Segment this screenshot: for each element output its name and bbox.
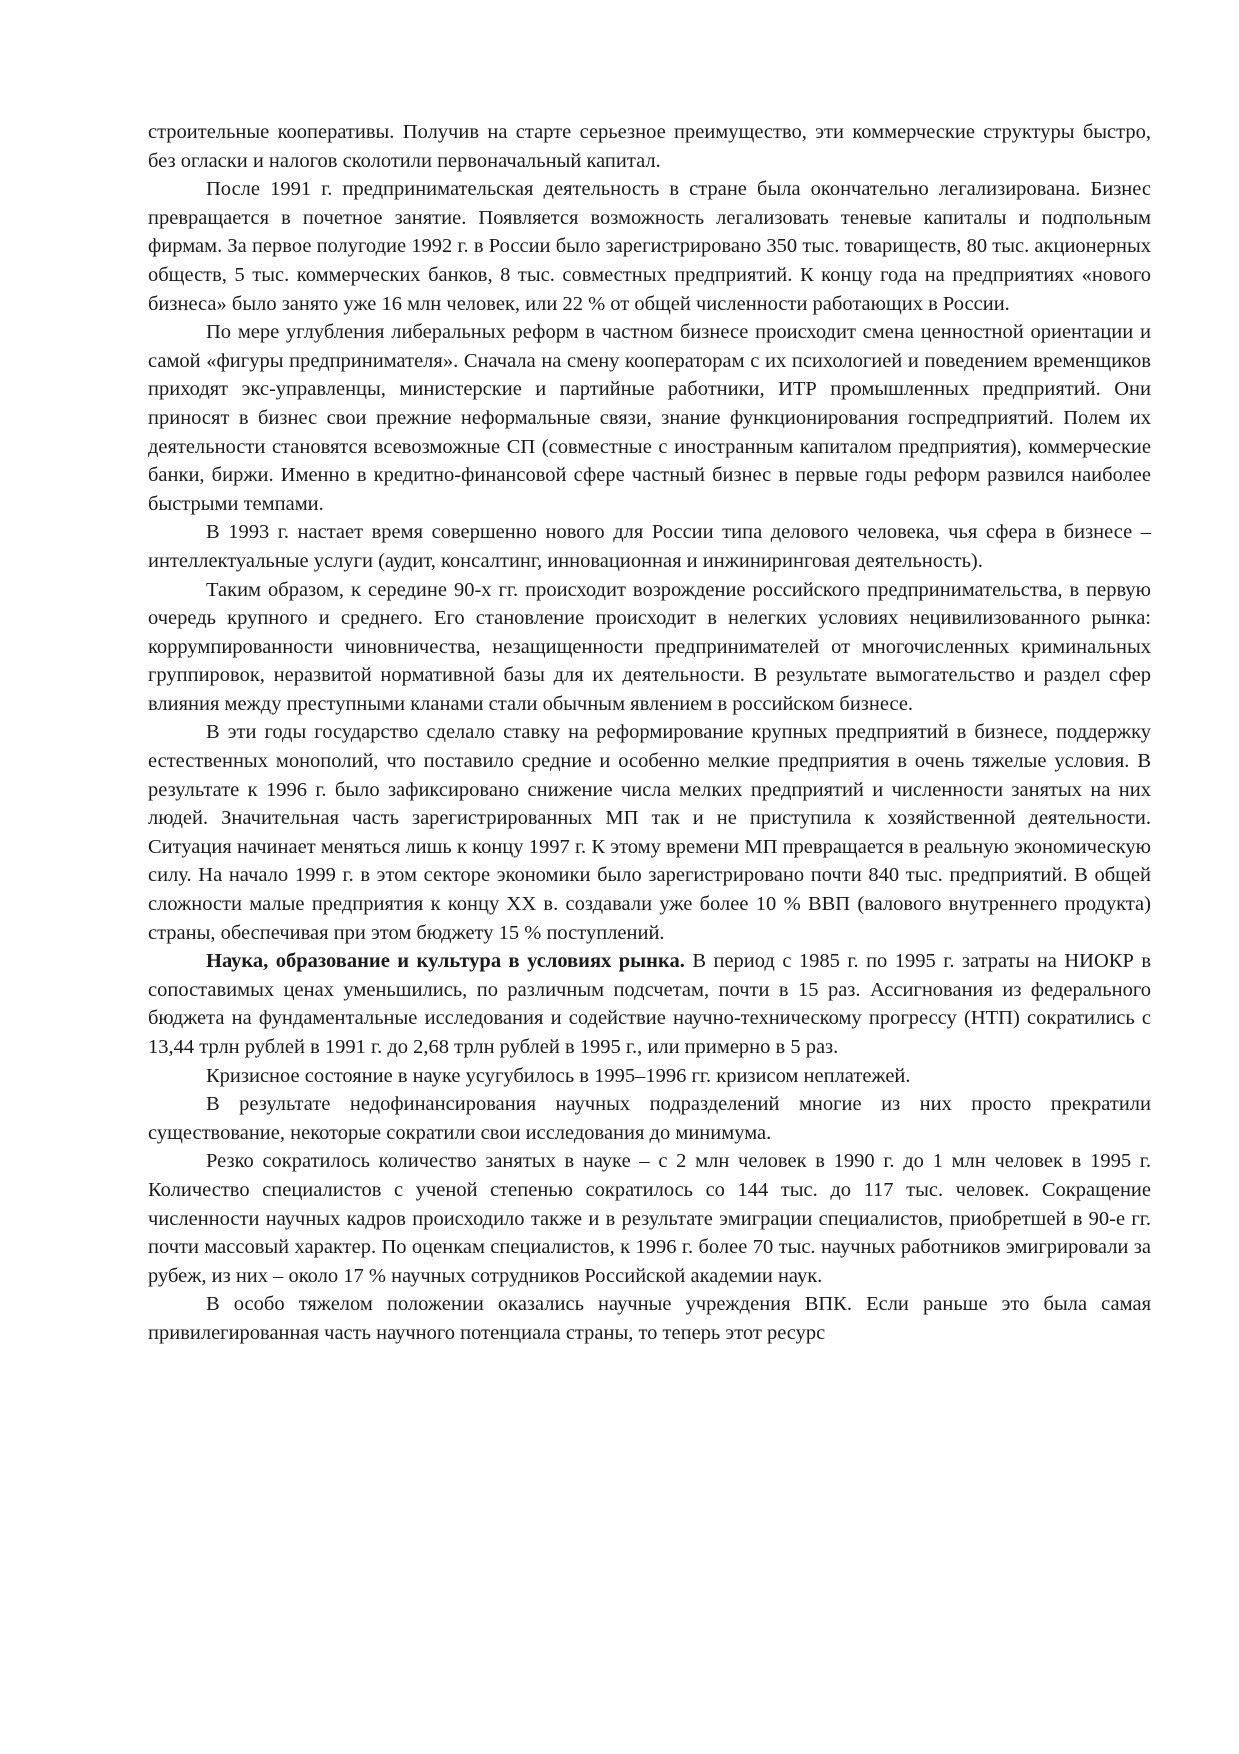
paragraph-10 [148, 1147, 1151, 1290]
paragraph-text: В период с 1985 г. по 1995 г. затраты на НИОКР в сопоставимых ценах уменьшились, по различным подсчетам, почти в 15 раз. Ассигнования из федерального бюджета на фундаментальные исследования и содействие научно-техническому прогрессу (НТП) сократились с 13,44 трлн рублей в 1991 г. до 2,68 трлн рублей в 1995 г., или примерно в 5 раз. [148, 950, 1152, 1058]
paragraph-text: В результате недофинансирования научных подразделений многие из них просто прекратили существование, некоторые сократили свои исследования до минимума. [148, 1093, 1151, 1144]
section-heading: Наука, образование и культура в условиях рынка. [206, 950, 685, 973]
paragraph-text: В 1993 г. настает время совершенно нового для России типа делового человека, чья сфера в бизнесе – интеллектуальные услуги (аудит, консалтинг, инновационная и инжиниринговая деятельность). [148, 521, 1151, 572]
paragraph-6 [148, 718, 1151, 947]
paragraph-text: После 1991 г. предпринимательская деятельность в стране была окончательно легализирована. Бизнес превращается в почетное занятие. Появляется возможность легализовать теневые капиталы и подпольным фирмам. За первое полугодие 1992 г. в России было зарегистрировано 350 тыс. товариществ, 80 тыс. акционерных обществ, 5 тыс. коммерческих банков, 8 тыс. совместных предприятий. К концу года на предприятиях «нового бизнеса» было занято уже 16 млн человек, или 22 % от общей численности работающих в России. [148, 178, 1151, 315]
paragraph-5 [148, 576, 1151, 719]
paragraph-8 [148, 1062, 1151, 1091]
paragraph-text: Таким образом, к середине 90-х гг. происходит возрождение российского предпринимательства, в первую очередь крупного и среднего. Его становление происходит в нелегких условиях нецивилизованного рынка: коррумпированности чиновничества, незащищенности предпринимателей от многочисленных криминальных группировок, неразвитой нормативной базы для их деятельности. В результате вымогательство и раздел сфер влияния между преступными кланами стали обычным явлением в российском бизнесе. [148, 578, 1151, 715]
paragraph-11 [148, 1290, 1151, 1347]
paragraph-text: В особо тяжелом положении оказались научные учреждения ВПК. Если раньше это была самая привилегированная часть научного потенциала страны, то теперь этот ресурс [148, 1293, 1151, 1344]
paragraph-9 [148, 1090, 1151, 1147]
paragraph-2 [148, 175, 1151, 318]
paragraph-7 [148, 947, 1151, 1061]
paragraph-1 [148, 118, 1151, 175]
paragraph-text: В эти годы государство сделало ставку на реформирование крупных предприятий в бизнесе, поддержку естественных монополий, что поставило средние и особенно мелкие предприятия в очень тяжелые условия. В результате к 1996 г. было зафиксировано снижение числа мелких предприятий и численности занятых на них людей. Значительная часть зарегистрированных МП так и не приступила к хозяйственной деятельности. Ситуация начинает меняться лишь к концу 1997 г. К этому времени МП превращается в реальную экономическую силу. На начало 1999 г. в этом секторе экономики было зарегистрировано почти 840 тыс. предприятий. В общей сложности малые предприятия к концу XX в. создавали уже более 10 % ВВП (валового внутреннего продукта) страны, обеспечивая при этом бюджету 15 % поступлений. [148, 721, 1151, 944]
paragraph-text: Кризисное состояние в науке усугубилось в 1995–1996 гг. кризисом неплатежей. [206, 1064, 911, 1087]
paragraph-3 [148, 318, 1151, 518]
paragraph-text: строительные кооперативы. Получив на старте серьезное преимущество, эти коммерческие структуры быстро, без огласки и налогов сколотили первоначальный капитал. [148, 121, 1151, 172]
paragraph-text: Резко сократилось количество занятых в науке – с 2 млн человек в 1990 г. до 1 млн человек в 1995 г. Количество специалистов с ученой степенью сократилось со 144 тыс. до 117 тыс. человек. Сокращение численности научных кадров происходило также и в результате эмиграции специалистов, приобретшей в 90-е гг. почти массовый характер. По оценкам специалистов, к 1996 г. более 70 тыс. научных работников эмигрировали за рубеж, из них – около 17 % научных сотрудников Российской академии наук. [148, 1150, 1151, 1287]
paragraph-4 [148, 518, 1151, 575]
document-page [148, 118, 1151, 1348]
paragraph-text: По мере углубления либеральных реформ в частном бизнесе происходит смена ценностной ориентации и самой «фигуры предпринимателя». Сначала на смену кооператорам с их психологией и поведением временщиков приходят экс-управленцы, министерские и партийные работники, ИТР промышленных предприятий. Они приносят в бизнес свои прежние неформальные связи, знание функционирования госпредприятий. Полем их деятельности становятся всевозможные СП (совместные с иностранным капиталом предприятия), коммерческие банки, биржи. Именно в кредитно-финансовой сфере частный бизнес в первые годы реформ развился наиболее быстрыми темпами. [148, 321, 1151, 515]
